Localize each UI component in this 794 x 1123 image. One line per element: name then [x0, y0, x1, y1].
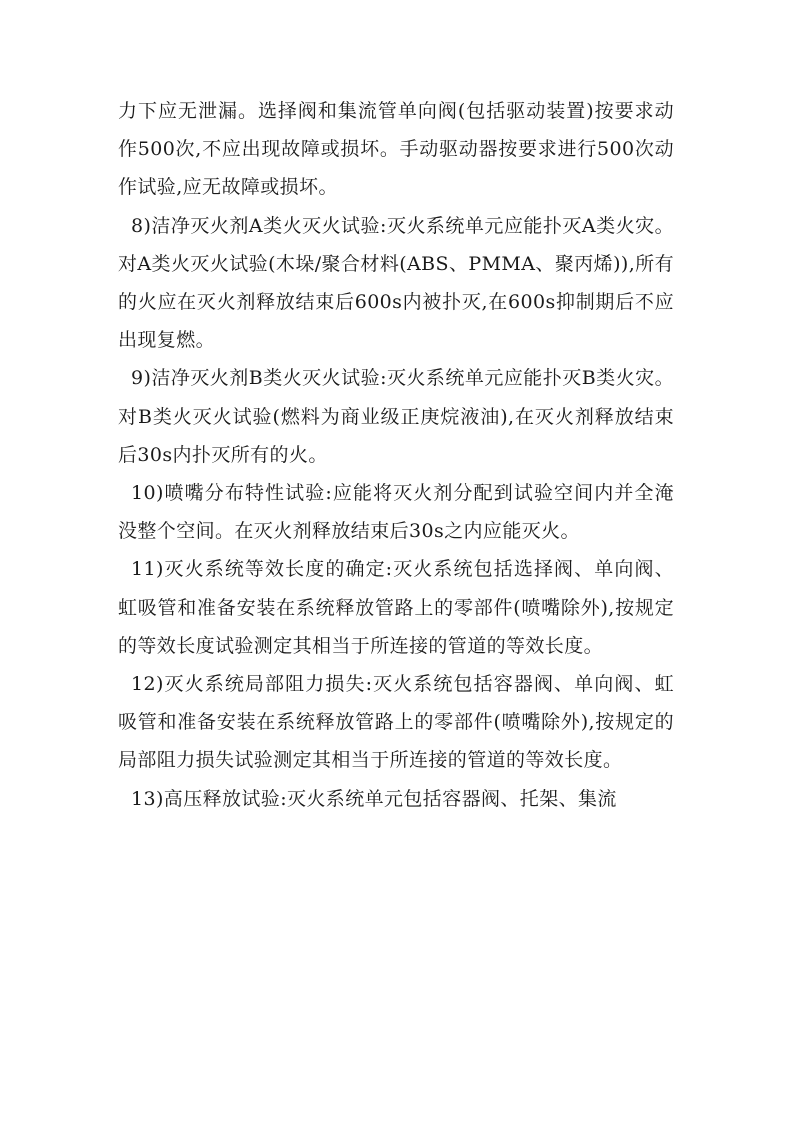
paragraph-item-12: 12)灭火系统局部阻力损失:灭火系统包括容器阀、单向阀、虹吸管和准备安装在系统释放管路上的零部件(喷嘴除外),按规定的局部阻力损失试验测定其相当于所连接的管道的等效长度。	[118, 673, 674, 772]
paragraph-item-10: 10)喷嘴分布特性试验:应能将灭火剂分配到试验空间内并全淹没整个空间。在灭火剂释放结束后30s之内应能灭火。	[118, 482, 674, 543]
paragraph-continued: 力下应无泄漏。选择阀和集流管单向阀(包括驱动装置)按要求动作500次,不应出现故障或损坏。手动驱动器按要求进行500次动作试验,应无故障或损坏。	[118, 100, 674, 199]
paragraph-item-8: 8)洁净灭火剂A类火灭火试验:灭火系统单元应能扑灭A类火灾。对A类火灭火试验(木垛/聚合材料(ABS、PMMA、聚丙烯)),所有的火应在灭火剂释放结束后600s内被扑灭,在600s抑制期后不应出现复燃。	[118, 214, 674, 352]
paragraph-item-13: 13)高压释放试验:灭火系统单元包括容器阀、托架、集流	[131, 787, 617, 810]
document-page	[118, 92, 674, 818]
paragraph-item-9: 9)洁净灭火剂B类火灭火试验:灭火系统单元应能扑灭B类火灾。对B类火灭火试验(燃料为商业级正庚烷液油),在灭火剂释放结束后30s内扑灭所有的火。	[118, 367, 674, 466]
paragraph-item-11: 11)灭火系统等效长度的确定:灭火系统包括选择阀、单向阀、虹吸管和准备安装在系统释放管路上的零部件(喷嘴除外),按规定的等效长度试验测定其相当于所连接的管道的等效长度。	[118, 558, 674, 657]
